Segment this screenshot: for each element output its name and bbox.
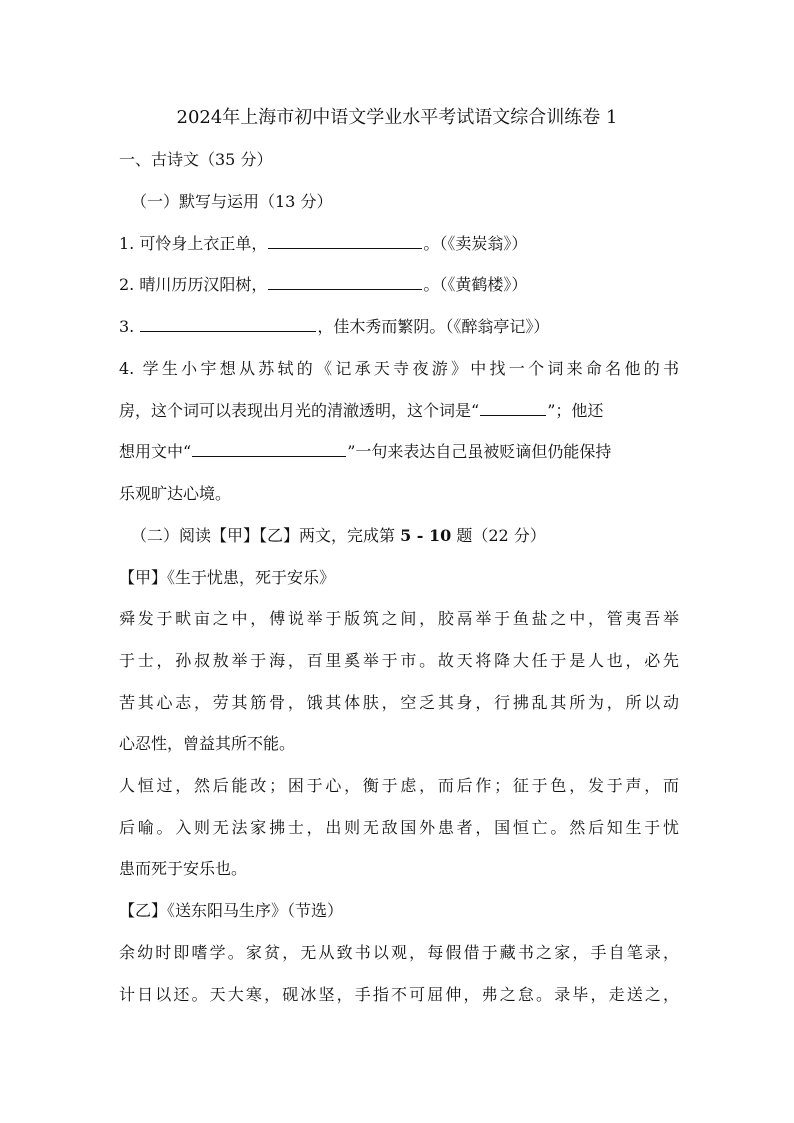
question-3 <box>119 317 679 337</box>
passage-yi-line: 余幼时即嗜学。家贫，无从致书以观，每假借于藏书之家，手自笔录， <box>119 943 679 962</box>
subsection-heading-reading <box>131 526 691 546</box>
question-4-line-2 <box>119 401 679 421</box>
question-4-text-c: 想用文中“ <box>119 442 192 461</box>
question-2-prompt: 2. 晴川历历汉阳树， <box>119 275 268 294</box>
passage-jia-p1-line: 于士，孙叔敖举于海，百里奚举于市。故天将降大任于是人也，必先 <box>119 651 679 670</box>
question-3-number: 3. <box>119 317 140 336</box>
answer-blank-4a[interactable] <box>480 401 546 416</box>
answer-blank-2[interactable] <box>268 275 422 290</box>
passage-jia-p2-line: 后喻。入则无法家拂士，出则无敌国外患者，国恒亡。然后知生于忧 <box>119 818 679 837</box>
passage-yi-line: 计日以还。天大寒，砚冰坚，手指不可屈伸，弗之怠。录毕，走送之， <box>119 985 679 1004</box>
passage-yi-title: 【乙】《送东阳马生序》（节选） <box>119 901 344 920</box>
question-2 <box>119 275 679 295</box>
question-1-prompt: 1. 可怜身上衣正单， <box>119 234 268 253</box>
question-1 <box>119 234 679 254</box>
passage-jia-p1-line: 舜发于畎亩之中，傅说举于版筑之间，胶鬲举于鱼盐之中，管夷吾举 <box>119 609 679 628</box>
question-2-source: 。（《黄鹤楼》） <box>423 275 528 294</box>
answer-blank-4b[interactable] <box>192 442 346 457</box>
answer-blank-3[interactable] <box>140 317 316 332</box>
passage-jia-p2-line: 患而死于安乐也。 <box>119 859 248 878</box>
question-4-line-3 <box>119 442 679 462</box>
question-3-source: ，佳木秀而繁阴。（《醉翁亭记》） <box>317 317 550 336</box>
section-heading-classical: 一、古诗文（35 分） <box>119 150 273 169</box>
passage-jia-title: 【甲】《生于忧患，死于安乐》 <box>119 568 336 587</box>
reading-heading-score: 题（22 分） <box>451 526 546 545</box>
passage-jia-p2-line: 人恒过，然后能改；困于心，衡于虑，而后作；征于色，发于声，而 <box>119 776 679 795</box>
reading-question-range: 5 - 10 <box>400 526 452 545</box>
question-4-line-1: 4. 学生小宇想从苏轼的《记承天寺夜游》中找一个词来命名他的书 <box>119 359 679 378</box>
passage-jia-p1-line: 苦其心志，劳其筋骨，饿其体肤，空乏其身，行拂乱其所为，所以动 <box>119 693 679 712</box>
question-4-text-b: ”；他还 <box>547 401 604 420</box>
reading-heading-text: （二）阅读【甲】【乙】两文，完成第 <box>131 526 401 545</box>
passage-jia-p1-line: 心忍性，曾益其所不能。 <box>119 734 296 753</box>
question-4-text-a: 房，这个词可以表现出月光的清澈透明，这个词是“ <box>119 401 480 420</box>
question-4-line-4: 乐观旷达心境。 <box>119 484 232 503</box>
answer-blank-1[interactable] <box>268 234 422 249</box>
exam-title: 2024年上海市初中语文学业水平考试语文综合训练卷 1 <box>176 107 618 128</box>
question-1-source: 。（《卖炭翁》） <box>423 234 528 253</box>
subsection-heading-dictation: （一）默写与运用（13 分） <box>131 192 333 211</box>
question-4-text-d: ”一句来表达自己虽被贬谪但仍能保持 <box>347 442 612 461</box>
